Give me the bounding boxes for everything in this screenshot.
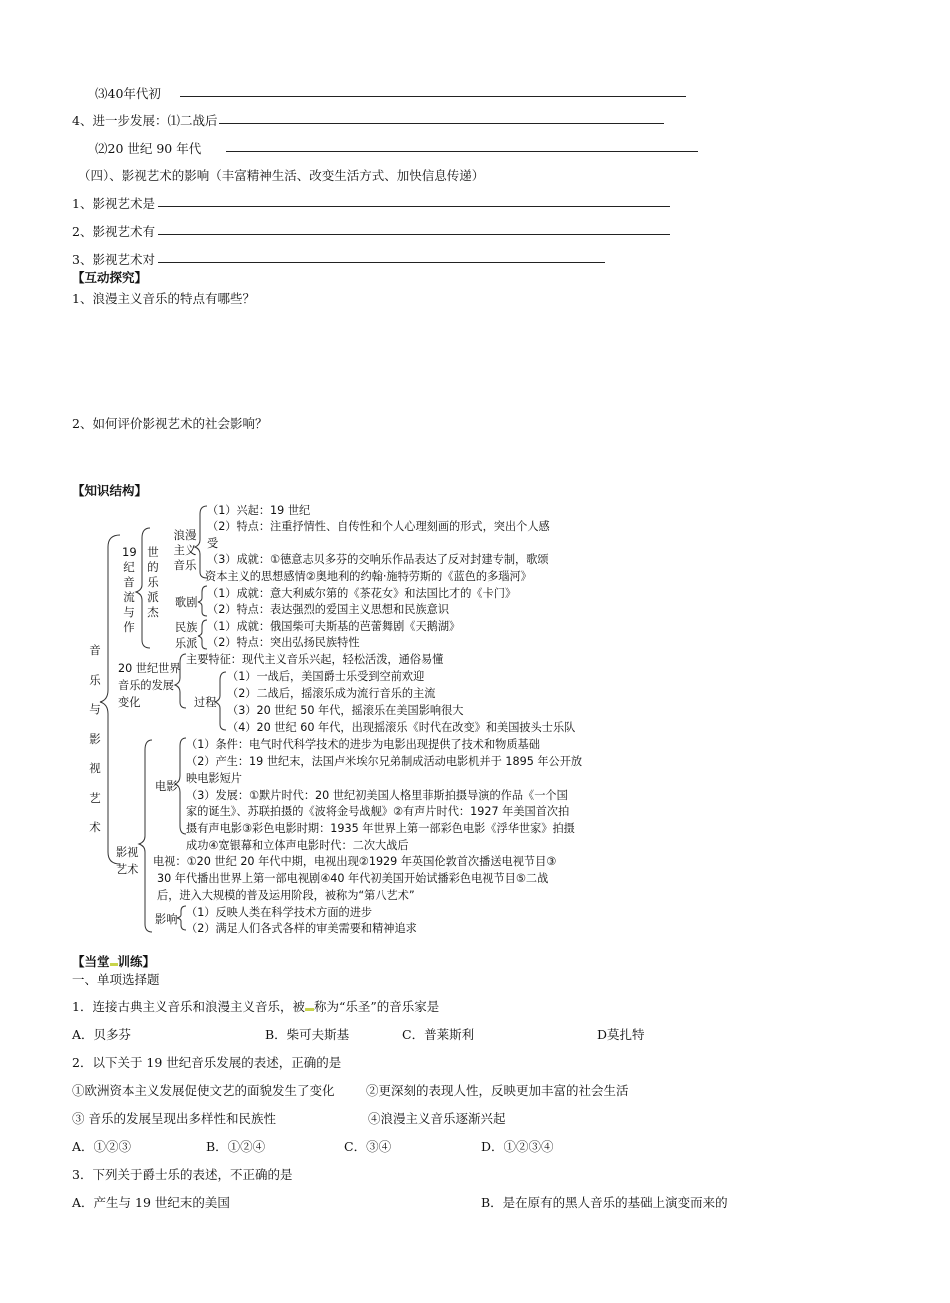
process-2: （2）二战后，摇滚乐成为流行音乐的主流 — [227, 687, 436, 700]
film-development-3: 摄有声电影③彩色电影时期：1935 年世界上第一部彩色电影《浮华世家》拍摄 — [186, 822, 575, 835]
q2-option-d[interactable]: D．①②③④ — [481, 1139, 554, 1154]
q2-option-c[interactable]: C．③④ — [344, 1139, 392, 1154]
film-development-4: 成功④宽银幕和立体声电影时代：二次大战后 — [186, 839, 409, 852]
practice-section: 一、单项选择题 — [72, 972, 160, 987]
q2-option-b[interactable]: B．①②④ — [206, 1139, 266, 1154]
process-label: 过程 — [194, 696, 217, 709]
tv-line-1: 电视：①20 世纪 20 年代中期，电视出现②1929 年英国伦敦首次播送电视节目③ — [153, 855, 557, 868]
romantic-feature-cont: 受 — [207, 537, 219, 550]
national-feature: （2）特点：突出弘扬民族特性 — [207, 636, 360, 649]
music19-label: 19纪音流与作 — [122, 545, 137, 634]
romantic-achievement-cont: 资本主义的思想感情②奥地利的约翰·施特劳斯的《蓝色的多瑙河》 — [205, 570, 532, 583]
q2-statement-4: ④浪漫主义音乐逐渐兴起 — [368, 1111, 506, 1126]
film-origin: （2）产生：19 世纪末，法国卢米埃尔兄弟制成活动电影机并于 1895 年公开放 — [186, 755, 583, 768]
tv-line-2: 30 年代播出世界上第一部电视剧④40 年代初美国开始试播彩色电视节目⑤二战 — [157, 872, 549, 885]
national-achievement: （1）成就：俄国柴可夫斯基的芭蕾舞剧《天鹅湖》 — [207, 620, 461, 633]
q3-option-a[interactable]: A．产生与 19 世纪末的美国 — [72, 1195, 230, 1210]
fill-line-7-label: 3、影视艺术对 — [72, 252, 155, 267]
process-1: （1）一战后，美国爵士乐受到空前欢迎 — [227, 670, 425, 683]
opera-label: 歌剧 — [175, 596, 198, 609]
q1-option-c[interactable]: C．普莱斯利 — [402, 1027, 475, 1042]
structure-heading: 【知识结构】 — [72, 483, 148, 498]
tv-line-3: 后，进入大规模的普及运用阶段，被称为“第八艺术” — [157, 889, 415, 902]
interactive-heading: 【互动探究】 — [72, 270, 148, 285]
q2-statement-2: ②更深刻的表现人性，反映更加丰富的社会生活 — [366, 1083, 629, 1098]
film-label: 电影 — [155, 780, 178, 793]
opera-feature: （2）特点：表达强烈的爱国主义思想和民族意识 — [207, 603, 450, 616]
q1-option-d[interactable]: D莫扎特 — [597, 1027, 645, 1042]
section-4-heading: （四）、影视艺术的影响（丰富精神生活、改变生活方式、加快信息传递） — [78, 168, 485, 183]
romantic-label: 浪漫主义音乐 — [173, 528, 197, 572]
question-3: 3．下列关于爵士乐的表述，不正确的是 — [72, 1167, 293, 1182]
q2-option-a[interactable]: A．①②③ — [72, 1139, 132, 1154]
world-label: 世的乐派杰 — [147, 545, 159, 619]
interactive-question-2: 2、如何评价影视艺术的社会影响？ — [72, 416, 268, 431]
fill-line-1-label: ⑶40年代初 — [95, 86, 161, 101]
question-2: 2．以下关于 19 世纪音乐发展的表述，正确的是 — [72, 1055, 342, 1070]
c20-main-feature: 主要特征：现代主义音乐兴起，轻松活泼，通俗易懂 — [186, 653, 444, 666]
film-condition: （1）条件：电气时代科学技术的进步为电影出现提供了技术和物质基础 — [186, 738, 540, 751]
film-origin-cont: 映电影短片 — [186, 772, 242, 785]
c20-label-3: 变化 — [118, 696, 141, 709]
fill-line-2-label: 4、进一步发展：⑴二战后 — [72, 113, 218, 128]
process-4: （4）20 世纪 60 年代，出现摇滚乐《时代在改变》和美国披头士乐队 — [227, 721, 576, 734]
influence-2: （2）满足人们各式各样的审美需要和精神追求 — [186, 922, 417, 935]
q1-option-b[interactable]: B．柴可夫斯基 — [265, 1027, 350, 1042]
opera-achievement: （1）成就：意大利威尔第的《茶花女》和法国比才的《卡门》 — [207, 587, 517, 600]
romantic-rise: （1）兴起：19 世纪 — [207, 504, 311, 517]
film-development: （3）发展：①默片时代：20 世纪初美国人格里菲斯拍摄导演的作品《一个国 — [186, 789, 568, 802]
media-label-2: 艺术 — [116, 863, 139, 876]
interactive-question-1: 1、浪漫主义音乐的特点有哪些？ — [72, 291, 255, 306]
fill-line-3-label: ⑵20 世纪 90 年代 — [95, 141, 202, 156]
media-label-1: 影视 — [116, 846, 139, 859]
fill-line-6-label: 2、影视艺术有 — [72, 224, 155, 239]
q2-statement-1: ①欧洲资本主义发展促使文艺的面貌发生了变化 — [72, 1083, 335, 1098]
national-label-2: 乐派 — [175, 637, 198, 650]
fill-line-5-label: 1、影视艺术是 — [72, 196, 155, 211]
question-1: 1．连接古典主义音乐和浪漫主义音乐，被 称为“乐圣”的音乐家是 — [72, 999, 440, 1014]
romantic-feature: （2）特点：注重抒情性、自传性和个人心理刻画的形式，突出个人感 — [207, 520, 550, 533]
c20-label-1: 20 世纪世界 — [118, 662, 181, 675]
film-development-2: 家的诞生》、苏联拍摄的《波将金号战舰》②有声片时代：1927 年美国首次拍 — [186, 805, 570, 818]
q3-option-b[interactable]: B．是在原有的黑人音乐的基础上演变而来的 — [481, 1195, 728, 1210]
influence-1: （1）反映人类在科学技术方面的进步 — [186, 906, 373, 919]
romantic-achievement: （3）成就：①德意志贝多芬的交响乐作品表达了反对封建专制，歌颂 — [207, 553, 549, 566]
root-label: 音乐与影视艺术 — [89, 643, 101, 834]
q1-option-a[interactable]: A．贝多芬 — [72, 1027, 132, 1042]
process-3: （3）20 世纪 50 年代，摇滚乐在美国影响很大 — [227, 704, 464, 717]
national-label-1: 民族 — [175, 621, 198, 634]
practice-heading: 【当堂 训练】 — [72, 954, 156, 969]
c20-label-2: 音乐的发展 — [118, 679, 174, 692]
influence-label: 影响 — [155, 913, 178, 926]
q2-statement-3: ③ 音乐的发展呈现出多样性和民族性 — [72, 1111, 276, 1126]
